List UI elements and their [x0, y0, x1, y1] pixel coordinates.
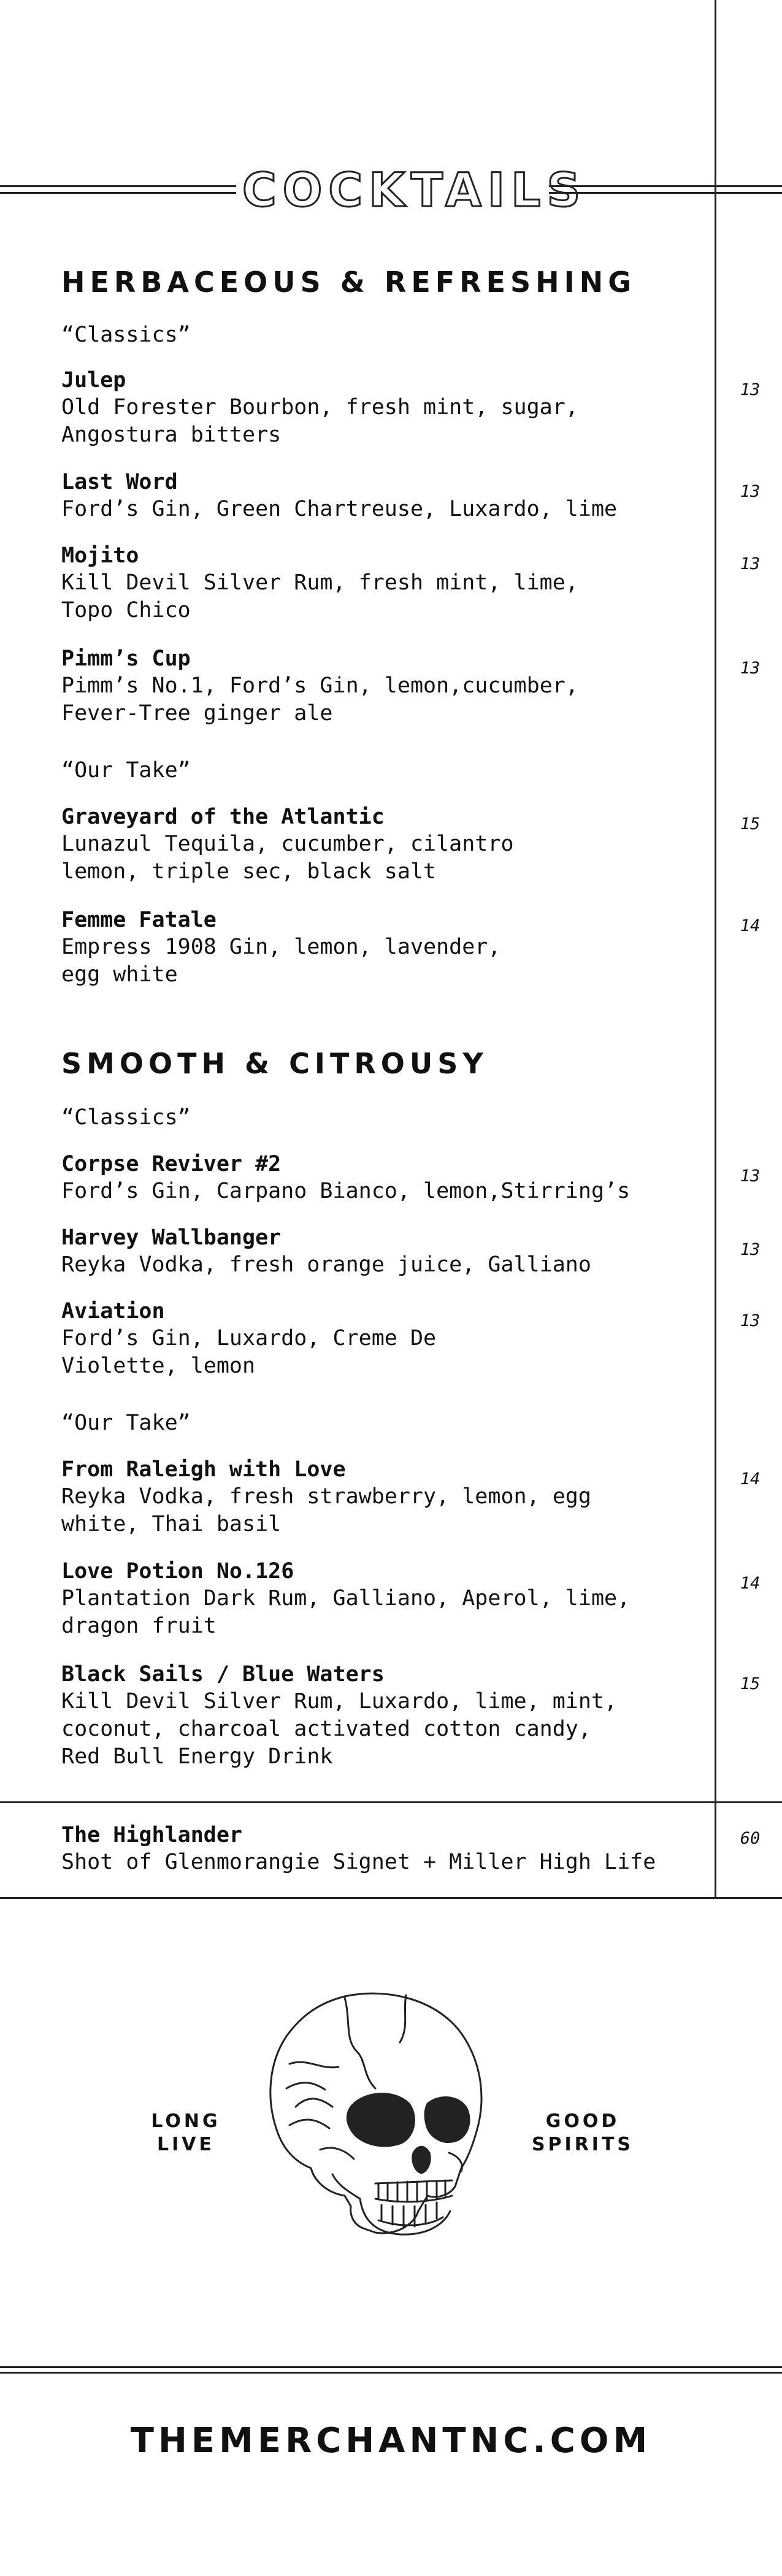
- item-desc-line: Lunazul Tequila, cucumber, cilantro: [61, 832, 514, 856]
- item-desc-line: Kill Devil Silver Rum, fresh mint, lime,: [61, 570, 578, 595]
- item-name: Love Potion No.126: [61, 1559, 294, 1584]
- item-name: The Highlander: [61, 1823, 243, 1847]
- slogan-left: [140, 2110, 232, 2156]
- slogan-word: LIVE: [157, 2134, 215, 2155]
- item-desc-line: Pimm’s No.1, Ford’s Gin, lemon,cucumber,: [61, 673, 578, 698]
- item-desc-line: Angostura bitters: [61, 423, 282, 447]
- item-desc-line: egg white: [61, 962, 178, 987]
- website-url: THEMERCHANTNC.COM: [130, 2421, 652, 2461]
- menu-title-banner: [0, 159, 715, 221]
- item-name: Femme Fatale: [61, 908, 217, 932]
- item-desc-line: Plantation Dark Rum, Galliano, Aperol, lime,: [61, 1586, 631, 1611]
- slogan-word: SPIRITS: [531, 2134, 634, 2155]
- item-price: 14: [740, 916, 761, 935]
- item-price: 15: [740, 1674, 761, 1693]
- item-desc-line: Ford’s Gin, Carpano Bianco, lemon,Stirring’s: [61, 1179, 631, 1203]
- menu-item: [61, 542, 675, 624]
- menu-item: [61, 1456, 675, 1538]
- special-rule-bottom: [0, 1897, 782, 1899]
- menu-item: [61, 1298, 675, 1380]
- item-price: 13: [740, 1167, 761, 1186]
- menu-item: [61, 645, 675, 727]
- item-desc-line: Shot of Glenmorangie Signet + Miller High Life: [61, 1850, 656, 1874]
- item-price: 14: [740, 1470, 761, 1489]
- menu-item: [61, 803, 675, 886]
- group-label-classics: “Classics”: [61, 323, 191, 347]
- slogan-word: GOOD: [545, 2110, 620, 2132]
- slogan-word: LONG: [151, 2110, 221, 2132]
- item-desc-line: Topo Chico: [61, 598, 191, 623]
- item-price: 13: [740, 482, 761, 501]
- item-price: 14: [740, 1574, 761, 1593]
- price-column-divider: [715, 0, 716, 1898]
- item-desc-line: dragon fruit: [61, 1614, 217, 1638]
- item-desc-line: Reyka Vodka, fresh strawberry, lemon, egg: [61, 1484, 591, 1509]
- group-label-our-take: “Our Take”: [61, 1411, 191, 1435]
- item-price: 15: [740, 815, 761, 834]
- footer-double-rule: [0, 2366, 782, 2374]
- item-desc-line: Kill Devil Silver Rum, Luxardo, lime, mint,: [61, 1689, 618, 1714]
- menu-item: [61, 1661, 675, 1771]
- group-label-classics: “Classics”: [61, 1105, 191, 1130]
- menu-item: [61, 1224, 675, 1279]
- special-item: [61, 1822, 675, 1876]
- item-desc-line: Red Bull Energy Drink: [61, 1744, 333, 1769]
- menu-item: [61, 907, 675, 989]
- item-price: 13: [740, 1311, 761, 1330]
- item-desc-line: Violette, lemon: [61, 1354, 256, 1378]
- item-price: 13: [740, 1240, 761, 1259]
- item-desc-line: Ford’s Gin, Luxardo, Creme De: [61, 1326, 437, 1351]
- item-name: Corpse Reviver #2: [61, 1152, 282, 1176]
- item-name: Last Word: [61, 470, 178, 494]
- section-title-smooth: SMOOTH & CITROUSY: [61, 1047, 488, 1080]
- item-desc-line: Fever-Tree ginger ale: [61, 701, 333, 726]
- title-rule-right: [549, 185, 782, 194]
- item-desc-line: Ford’s Gin, Green Chartreuse, Luxardo, lime: [61, 497, 618, 521]
- item-name: Pimm’s Cup: [61, 646, 191, 671]
- menu-title: COCKTAILS: [242, 163, 587, 217]
- item-price: 13: [740, 554, 761, 573]
- section-title-herbaceous: HERBACEOUS & REFRESHING: [61, 266, 637, 299]
- item-name: Julep: [61, 368, 126, 393]
- item-name: Black Sails / Blue Waters: [61, 1662, 385, 1687]
- item-name: Graveyard of the Atlantic: [61, 805, 385, 829]
- item-name: Mojito: [61, 543, 139, 568]
- item-price: 60: [740, 1829, 761, 1848]
- skull-icon: [253, 1984, 498, 2254]
- slogan-right: [527, 2110, 638, 2156]
- item-name: Aviation: [61, 1299, 165, 1324]
- item-desc-line: lemon, triple sec, black salt: [61, 859, 437, 884]
- title-rule-left: [0, 185, 236, 194]
- menu-item: [61, 469, 675, 523]
- item-desc-line: Reyka Vodka, fresh orange juice, Galliano: [61, 1252, 591, 1277]
- item-desc-line: white, Thai basil: [61, 1512, 282, 1536]
- item-desc-line: coconut, charcoal activated cotton candy,: [61, 1717, 591, 1741]
- menu-item: [61, 1151, 675, 1205]
- item-name: From Raleigh with Love: [61, 1457, 346, 1482]
- menu-item: [61, 1558, 675, 1640]
- item-desc-line: Empress 1908 Gin, lemon, lavender,: [61, 935, 501, 959]
- item-price: 13: [740, 659, 761, 678]
- item-name: Harvey Wallbanger: [61, 1225, 282, 1250]
- group-label-our-take: “Our Take”: [61, 758, 191, 783]
- menu-item: [61, 367, 675, 449]
- special-rule-top: [0, 1801, 782, 1803]
- item-desc-line: Old Forester Bourbon, fresh mint, sugar,: [61, 395, 578, 420]
- item-price: 13: [740, 380, 761, 399]
